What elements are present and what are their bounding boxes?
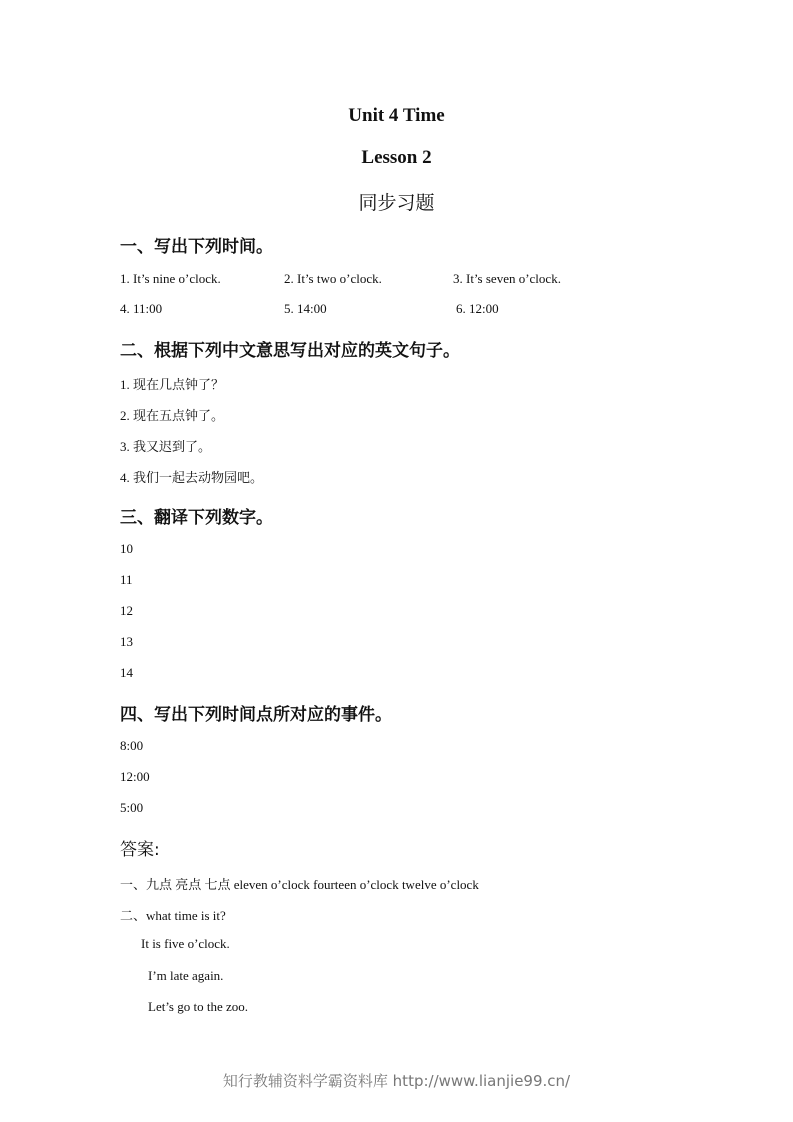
section1-item: 5. 14:00 xyxy=(284,301,327,316)
section3-item: 11 xyxy=(120,572,133,587)
section1-item: 6. 12:00 xyxy=(456,301,499,316)
page-subtitle: 同步习题 xyxy=(358,192,435,214)
section4-item: 12:00 xyxy=(120,769,150,784)
lesson-title: Lesson 2 xyxy=(361,147,432,168)
section2-item: 4. 我们一起去动物园吧。 xyxy=(120,470,264,485)
section1-item: 4. 11:00 xyxy=(120,301,163,316)
answer-line: 一、九点 亮点 七点 eleven o’clock fourteen o’clock twelve o’clock xyxy=(120,877,479,892)
section3-item: 12 xyxy=(120,603,133,618)
unit-title: Unit 4 Time xyxy=(348,105,445,126)
section1-item: 3. It’s seven o’clock. xyxy=(453,271,561,286)
answer-line: It is five o’clock. xyxy=(141,936,230,951)
answer-line: 二、what time is it? xyxy=(120,908,226,923)
section2-item: 3. 我又迟到了。 xyxy=(120,439,212,454)
section1-heading: 一、写出下列时间。 xyxy=(120,237,273,257)
answers-heading: 答案: xyxy=(120,840,160,860)
section4-heading: 四、写出下列时间点所对应的事件。 xyxy=(120,705,392,725)
section1-item: 2. It’s two o’clock. xyxy=(284,271,382,286)
section3-heading: 三、翻译下列数字。 xyxy=(120,508,273,528)
section3-item: 10 xyxy=(120,541,133,556)
section2-heading: 二、根据下列中文意思写出对应的英文句子。 xyxy=(120,341,460,361)
section1-item: 1. It’s nine o’clock. xyxy=(120,271,221,286)
answer-line: Let’s go to the zoo. xyxy=(148,999,249,1014)
section2-item: 1. 现在几点钟了？ xyxy=(120,377,225,392)
answer-line: I’m late again. xyxy=(148,968,224,983)
section4-item: 8:00 xyxy=(120,738,144,753)
section3-item: 14 xyxy=(120,665,133,680)
footer-watermark: 知行教辅资料学霸资料库 http://www.lianjie99.cn/ xyxy=(222,1072,571,1090)
section2-item: 2. 现在五点钟了。 xyxy=(120,408,225,423)
section3-item: 13 xyxy=(120,634,133,649)
section4-item: 5:00 xyxy=(120,800,144,815)
